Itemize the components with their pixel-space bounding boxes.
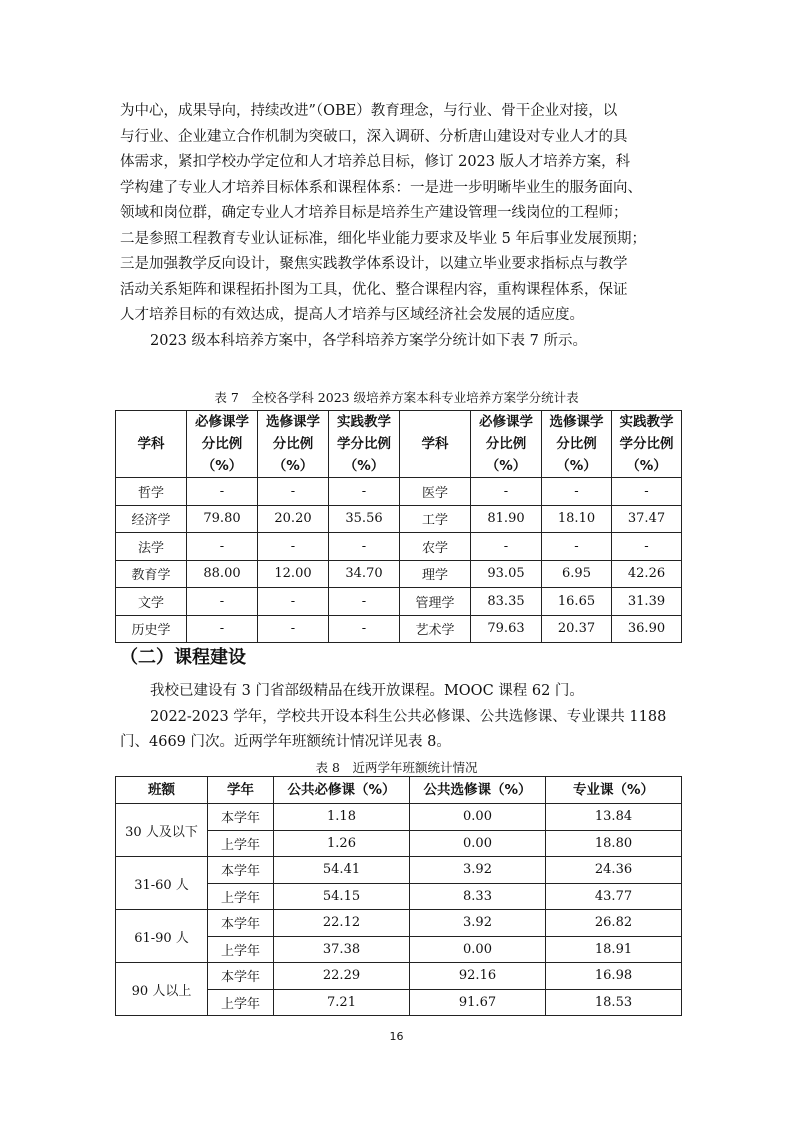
table-cell: 83.35 [471,588,542,616]
table-cell: - [329,478,400,506]
table-cell: 42.26 [612,560,682,588]
text-line: 我校已建设有 3 门省部级精品在线开放课程。MOOC 课程 62 门。 [150,683,584,699]
header-elective: 选修课学 分比例 （%） [542,411,612,478]
table-cell: 1.26 [274,830,410,857]
table-cell: 16.98 [546,963,682,990]
text-line: 学构建了专业人才培养目标体系和课程体系：一是进一步明晰毕业生的服务面向、 [120,179,642,196]
table-cell: - [612,478,682,506]
table-cell: 12.00 [258,560,329,588]
header-year: 学年 [208,777,274,804]
table-cell: - [329,588,400,616]
text-line: 2022-2023 学年，学校共开设本科生公共必修课、公共选修课、专业课共 1188 [150,708,667,725]
table-cell: 0.00 [410,804,546,831]
text-line: 领域和岗位群，确定专业人才培养目标是培养生产建设管理一线岗位的工程师； [120,205,628,221]
table8-caption: 表 8 近两学年班额统计情况 [315,760,478,775]
table-cell: 18.91 [546,936,682,963]
table-cell: - [471,478,542,506]
table-cell: 理学 [400,560,471,588]
text-line: 门、4669 门次。近两学年班额统计情况详见表 8。 [120,734,451,750]
table-cell: 上学年 [208,936,274,963]
text-line: 三是加强教学反向设计，聚焦实践教学体系设计，以建立毕业要求指标点与教学 [120,256,628,272]
table-cell: - [258,588,329,616]
table-cell: 54.15 [274,883,410,910]
class-size-table [115,776,682,1016]
header-elective: 选修课学 分比例 （%） [258,411,329,478]
section-paragraph [120,679,680,756]
class-size-cell: 90 人以上 [116,963,208,1016]
table7-caption: 表 7 全校各学科 2023 级培养方案本科专业培养方案学分统计表 [214,390,579,405]
table-cell: - [187,478,258,506]
table-cell: 88.00 [187,560,258,588]
table-cell: 54.41 [274,857,410,884]
table-cell: 81.90 [471,505,542,533]
table-cell: - [187,615,258,643]
table-cell: 37.47 [612,505,682,533]
table-cell: 本学年 [208,857,274,884]
table-cell: 91.67 [410,989,546,1016]
header-major-course: 专业课（%） [546,777,682,804]
table-cell: 93.05 [471,560,542,588]
table-cell: 37.38 [274,936,410,963]
text-line: 活动关系矩阵和课程拓扑图为工具，优化、整合课程内容，重构课程体系，保证 [120,281,628,298]
table-cell: 22.12 [274,910,410,937]
table-cell: 20.37 [542,615,612,643]
table-cell: 艺术学 [400,615,471,643]
table-cell: 13.84 [546,804,682,831]
table-cell: 8.33 [410,883,546,910]
table-cell: 经济学 [116,505,187,533]
table-cell: - [471,533,542,561]
table-cell: 历史学 [116,615,187,643]
table-header-row [116,411,682,478]
table-cell: - [612,533,682,561]
table-cell: - [258,615,329,643]
header-practice: 实践教学 学分比例 （%） [329,411,400,478]
table-cell: - [329,615,400,643]
table-row [116,615,682,643]
text-line: 体需求，紧扣学校办学定位和人才培养总目标，修订 2023 版人才培养方案，科 [120,154,631,170]
table-cell: 1.18 [274,804,410,831]
header-required: 必修课学 分比例 （%） [187,411,258,478]
table-cell: 31.39 [612,588,682,616]
header-required: 必修课学 分比例 （%） [471,411,542,478]
table-cell: - [258,533,329,561]
table-cell: 79.63 [471,615,542,643]
table-cell: - [187,588,258,616]
text-line: 人才培养目标的有效达成，提高人才培养与区域经济社会发展的适应度。 [120,307,584,323]
table-cell: 6.95 [542,560,612,588]
table-cell: 本学年 [208,963,274,990]
table-cell: 上学年 [208,883,274,910]
table-cell: 24.36 [546,857,682,884]
header-subject: 学科 [116,411,187,478]
table-cell: 43.77 [546,883,682,910]
table-cell: 22.29 [274,963,410,990]
intro-paragraph [120,99,680,354]
table-cell: 医学 [400,478,471,506]
table-cell: 26.82 [546,910,682,937]
table-cell: 3.92 [410,857,546,884]
table-cell: 7.21 [274,989,410,1016]
header-practice: 实践教学 学分比例 （%） [612,411,682,478]
header-class-size: 班额 [116,777,208,804]
table-cell: - [542,478,612,506]
table-header-row [116,777,682,804]
class-size-cell: 61-90 人 [116,910,208,963]
table-cell: 教育学 [116,560,187,588]
table-cell: 哲学 [116,478,187,506]
table-row [116,588,682,616]
table-cell: 文学 [116,588,187,616]
text-line: 为中心，成果导向，持续改进”（OBE）教育理念，与行业、骨干企业对接，以 [120,103,618,119]
table-cell: 农学 [400,533,471,561]
table-cell: 18.80 [546,830,682,857]
table-cell: 16.65 [542,588,612,616]
table-row [116,963,682,990]
table-cell: 79.80 [187,505,258,533]
table-cell: 工学 [400,505,471,533]
table-cell: 0.00 [410,936,546,963]
header-public-elective: 公共选修课（%） [410,777,546,804]
table-cell: 34.70 [329,560,400,588]
table-cell: 本学年 [208,910,274,937]
table-row [116,478,682,506]
table-row [116,910,682,937]
table-cell: 0.00 [410,830,546,857]
table-cell: 法学 [116,533,187,561]
table-row [116,533,682,561]
section-heading: （二）课程建设 [120,647,246,668]
table-cell: 上学年 [208,989,274,1016]
table-cell: 本学年 [208,804,274,831]
table-cell: 35.56 [329,505,400,533]
summary-line: 2023 级本科培养方案中，各学科培养方案学分统计如下表 7 所示。 [150,332,587,349]
table-cell: 管理学 [400,588,471,616]
table-cell: - [187,533,258,561]
table-cell: 18.53 [546,989,682,1016]
table-cell: - [258,478,329,506]
table-cell: 36.90 [612,615,682,643]
table-cell: - [542,533,612,561]
table-row [116,857,682,884]
class-size-cell: 30 人及以下 [116,804,208,857]
text-line: 与行业、企业建立合作机制为突破口，深入调研、分析唐山建设对专业人才的具 [120,128,628,145]
table-cell: - [329,533,400,561]
table-row [116,505,682,533]
table-row [116,804,682,831]
header-subject: 学科 [400,411,471,478]
table-row [116,560,682,588]
text-line: 二是参照工程教育专业认证标准，细化毕业能力要求及毕业 5 年后事业发展预期； [120,230,646,247]
table-cell: 3.92 [410,910,546,937]
table-cell: 92.16 [410,963,546,990]
credit-statistics-table [115,410,682,643]
class-size-cell: 31-60 人 [116,857,208,910]
header-public-required: 公共必修课（%） [274,777,410,804]
table-cell: 20.20 [258,505,329,533]
table-cell: 上学年 [208,830,274,857]
page-number: 16 [389,1030,404,1043]
table-cell: 18.10 [542,505,612,533]
